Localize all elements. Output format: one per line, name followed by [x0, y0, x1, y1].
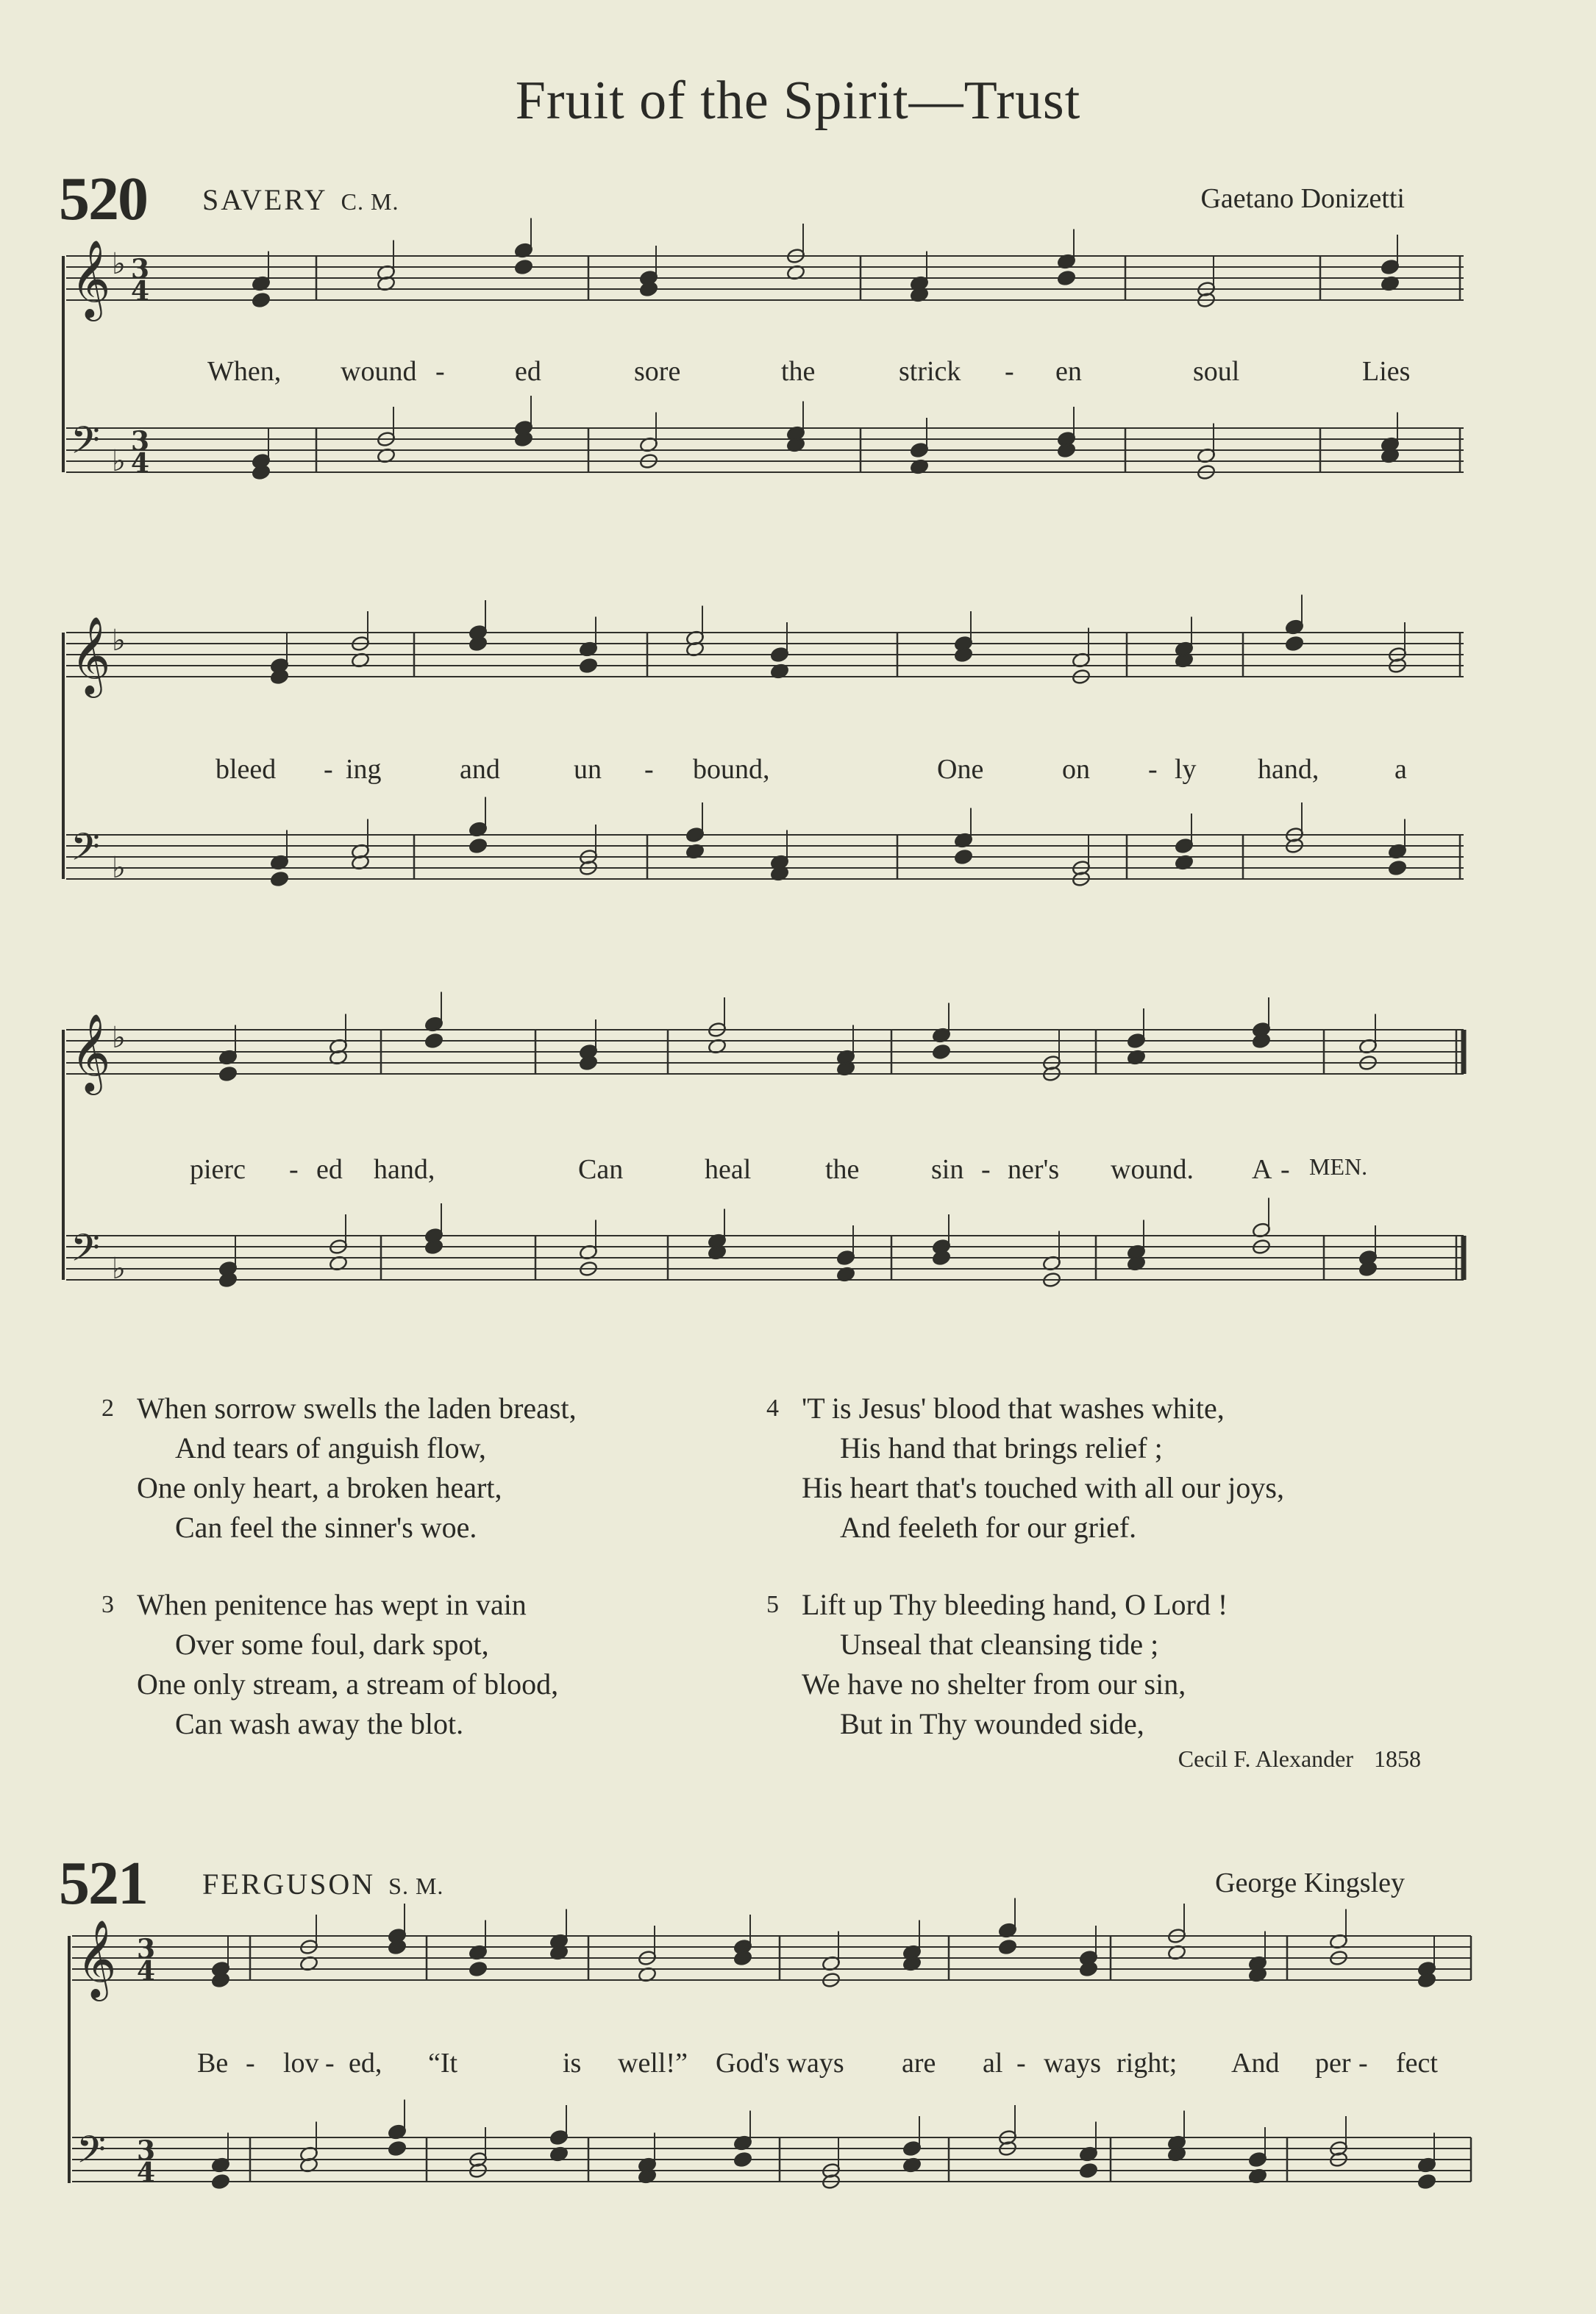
stanza-line: When penitence has wept in vain: [137, 1588, 527, 1621]
lyric-syllable: wound: [341, 356, 417, 387]
note-head: [733, 2151, 752, 2168]
lyric-line: [0, 753, 1596, 794]
lyric-syllable: en: [1055, 356, 1082, 387]
lyric-syllable: is: [563, 2048, 582, 2079]
bass-clef-icon: 𝄢: [71, 825, 100, 878]
flat-icon: ♭: [112, 851, 126, 885]
lyric-syllable: One: [937, 754, 984, 785]
lyric-syllable: are: [902, 2048, 936, 2079]
lyric-syllable: -: [324, 754, 333, 785]
page-title: Fruit of the Spirit—Trust: [515, 71, 1081, 131]
lyric-syllable: a: [1394, 754, 1407, 785]
bass-clef-icon: 𝄢: [76, 2127, 106, 2181]
treble-clef-icon: 𝄞: [71, 616, 111, 694]
stanza-line: His hand that brings relief ;: [840, 1431, 1163, 1464]
author-credit: [1178, 1745, 1421, 1773]
author-name: Cecil F. Alexander: [1178, 1745, 1353, 1772]
time-signature-top: 3: [137, 2135, 156, 2166]
note-head: [932, 1044, 951, 1061]
meter: S. M.: [388, 1873, 444, 1899]
lyric-syllable: ed: [515, 356, 541, 387]
note-head: [270, 871, 289, 888]
bass-clef-icon: 𝄢: [71, 418, 100, 471]
lyric-syllable: -: [1148, 754, 1158, 785]
time-signature-bottom: 4: [131, 448, 150, 479]
composer: Gaetano Donizetti: [1200, 183, 1405, 214]
note-head: [1388, 860, 1407, 877]
time-signature-top: 3: [131, 426, 150, 457]
stanza-line: When sorrow swells the laden breast,: [137, 1392, 577, 1425]
stanza-line: Unseal that cleansing tide ;: [840, 1628, 1159, 1661]
lyric-syllable: ly: [1175, 754, 1197, 785]
time-signature-top: 3: [131, 254, 150, 285]
hymn-number: 521: [59, 1849, 147, 1918]
lyric-syllable: lov: [283, 2048, 319, 2079]
note-head: [998, 1939, 1017, 1956]
stanza-line: And tears of anguish flow,: [175, 1431, 486, 1464]
note-head: [514, 259, 533, 276]
flat-icon: ♭: [112, 247, 126, 281]
lyric-syllable: and: [460, 754, 500, 785]
note-head: [388, 2140, 407, 2157]
time-signature-bottom: 4: [131, 276, 150, 307]
stanza-line: Over some foul, dark spot,: [175, 1628, 489, 1661]
stanza-3: [101, 1585, 559, 1744]
flat-icon: ♭: [112, 444, 126, 478]
lyric-syllable: -: [1280, 1154, 1290, 1185]
lyric-syllable: the: [781, 356, 816, 387]
note-head: [1057, 270, 1076, 287]
stanza-line: One only stream, a stream of blood,: [137, 1667, 559, 1701]
lyric-syllable: -: [435, 356, 445, 387]
lyric-syllable: A: [1252, 1154, 1272, 1185]
lyric-syllable: per: [1315, 2048, 1351, 2079]
stanza-number: 5: [766, 1591, 779, 1618]
stanza-line: But in Thy wounded side,: [840, 1707, 1144, 1740]
time-signature-top: 3: [137, 1934, 156, 1965]
note-head: [579, 658, 598, 674]
lyric-syllable: fect: [1396, 2048, 1438, 2079]
lyric-syllable: -: [246, 2048, 255, 2079]
lyric-syllable: And: [1231, 2048, 1280, 2079]
lyric-syllable: bleed: [215, 754, 277, 785]
lyric-syllable: well!”: [618, 2048, 688, 2079]
stanza-number: 4: [766, 1395, 779, 1422]
meter: C. M.: [341, 188, 399, 215]
treble-clef-icon: 𝄞: [71, 239, 111, 318]
stanza-2: [101, 1389, 577, 1548]
lyric-syllable: God's ways: [716, 2048, 844, 2079]
stanza-5: [766, 1585, 1228, 1744]
lyric-syllable: Lies: [1362, 356, 1411, 387]
stanza-number: 3: [101, 1591, 114, 1618]
note-head: [469, 838, 488, 855]
lyric-syllable: ways: [1044, 2048, 1102, 2079]
lyric-syllable: -: [644, 754, 654, 785]
stanza-line: 'T is Jesus' blood that washes white,: [802, 1392, 1225, 1425]
note-head: [954, 849, 973, 866]
note-head: [1417, 2174, 1436, 2190]
lyric-line: [0, 2047, 1596, 2088]
flat-icon: ♭: [112, 624, 126, 658]
tune-title: SAVERY: [202, 183, 328, 216]
stanza-line: Can wash away the blot.: [175, 1707, 464, 1740]
lyric-syllable: heal: [705, 1154, 752, 1185]
lyric-syllable: hand,: [1258, 754, 1319, 785]
time-signature-bottom: 4: [137, 2157, 156, 2188]
lyric-syllable: bound,: [693, 754, 770, 785]
hymn-number: 520: [59, 165, 147, 233]
treble-clef-icon: 𝄞: [71, 1013, 111, 1092]
lyric-syllable: -: [325, 2048, 335, 2079]
author-year: 1858: [1374, 1745, 1421, 1772]
note-head: [469, 1961, 488, 1978]
lyric-line: [0, 355, 1596, 396]
lyric-syllable: sore: [634, 356, 681, 387]
note-head: [252, 292, 271, 309]
stanza-line: His heart that's touched with all our joys,: [802, 1471, 1284, 1504]
stanza-line: Can feel the sinner's woe.: [175, 1511, 477, 1544]
lyric-line: [0, 1153, 1596, 1195]
lyric-syllable: pierc: [190, 1154, 246, 1185]
lyric-syllable: MEN.: [1309, 1153, 1368, 1180]
lyric-syllable: ner's: [1008, 1154, 1060, 1185]
lyric-syllable: “It: [428, 2048, 458, 2079]
flat-icon: ♭: [112, 1021, 126, 1055]
stanza-line: We have no shelter from our sin,: [802, 1667, 1186, 1701]
lyric-syllable: -: [981, 1154, 991, 1185]
lyric-syllable: strick: [899, 356, 961, 387]
lyric-syllable: sin: [931, 1154, 964, 1185]
lyric-syllable: -: [1358, 2048, 1368, 2079]
stanza-line: Lift up Thy bleeding hand, O Lord !: [802, 1588, 1228, 1621]
stanza-line: One only heart, a broken heart,: [137, 1471, 502, 1504]
lyric-syllable: When,: [207, 356, 282, 387]
stanza-line: And feeleth for our grief.: [840, 1511, 1137, 1544]
composer: George Kingsley: [1215, 1868, 1405, 1898]
lyric-syllable: hand,: [374, 1154, 435, 1185]
flat-icon: ♭: [112, 1252, 126, 1286]
lyric-syllable: wound.: [1111, 1154, 1194, 1185]
lyric-syllable: ing: [346, 754, 382, 785]
stanza-4: [766, 1389, 1284, 1548]
lyric-syllable: un: [574, 754, 602, 785]
note-head: [218, 1066, 238, 1083]
lyric-syllable: ed,: [349, 2048, 382, 2079]
note-head: [211, 2174, 230, 2190]
lyric-syllable: -: [1016, 2048, 1026, 2079]
lyric-syllable: Can: [578, 1154, 624, 1185]
lyric-syllable: al: [983, 2048, 1003, 2079]
stanza-number: 2: [101, 1395, 114, 1422]
lyric-syllable: -: [1005, 356, 1014, 387]
lyric-syllable: soul: [1193, 356, 1240, 387]
treble-clef-icon: 𝄞: [76, 1919, 117, 1998]
lyric-syllable: ed: [316, 1154, 343, 1185]
lyric-syllable: -: [289, 1154, 299, 1185]
lyric-syllable: Be: [197, 2048, 229, 2079]
note-head: [1285, 636, 1304, 652]
lyric-syllable: on: [1062, 754, 1090, 785]
tune-title: FERGUSON: [202, 1868, 376, 1901]
note-head: [424, 1033, 443, 1050]
bass-clef-icon: 𝄢: [71, 1225, 100, 1279]
lyric-syllable: the: [825, 1154, 860, 1185]
time-signature-bottom: 4: [137, 1956, 156, 1987]
note-head: [1079, 2162, 1098, 2179]
lyric-syllable: right;: [1116, 2048, 1178, 2079]
